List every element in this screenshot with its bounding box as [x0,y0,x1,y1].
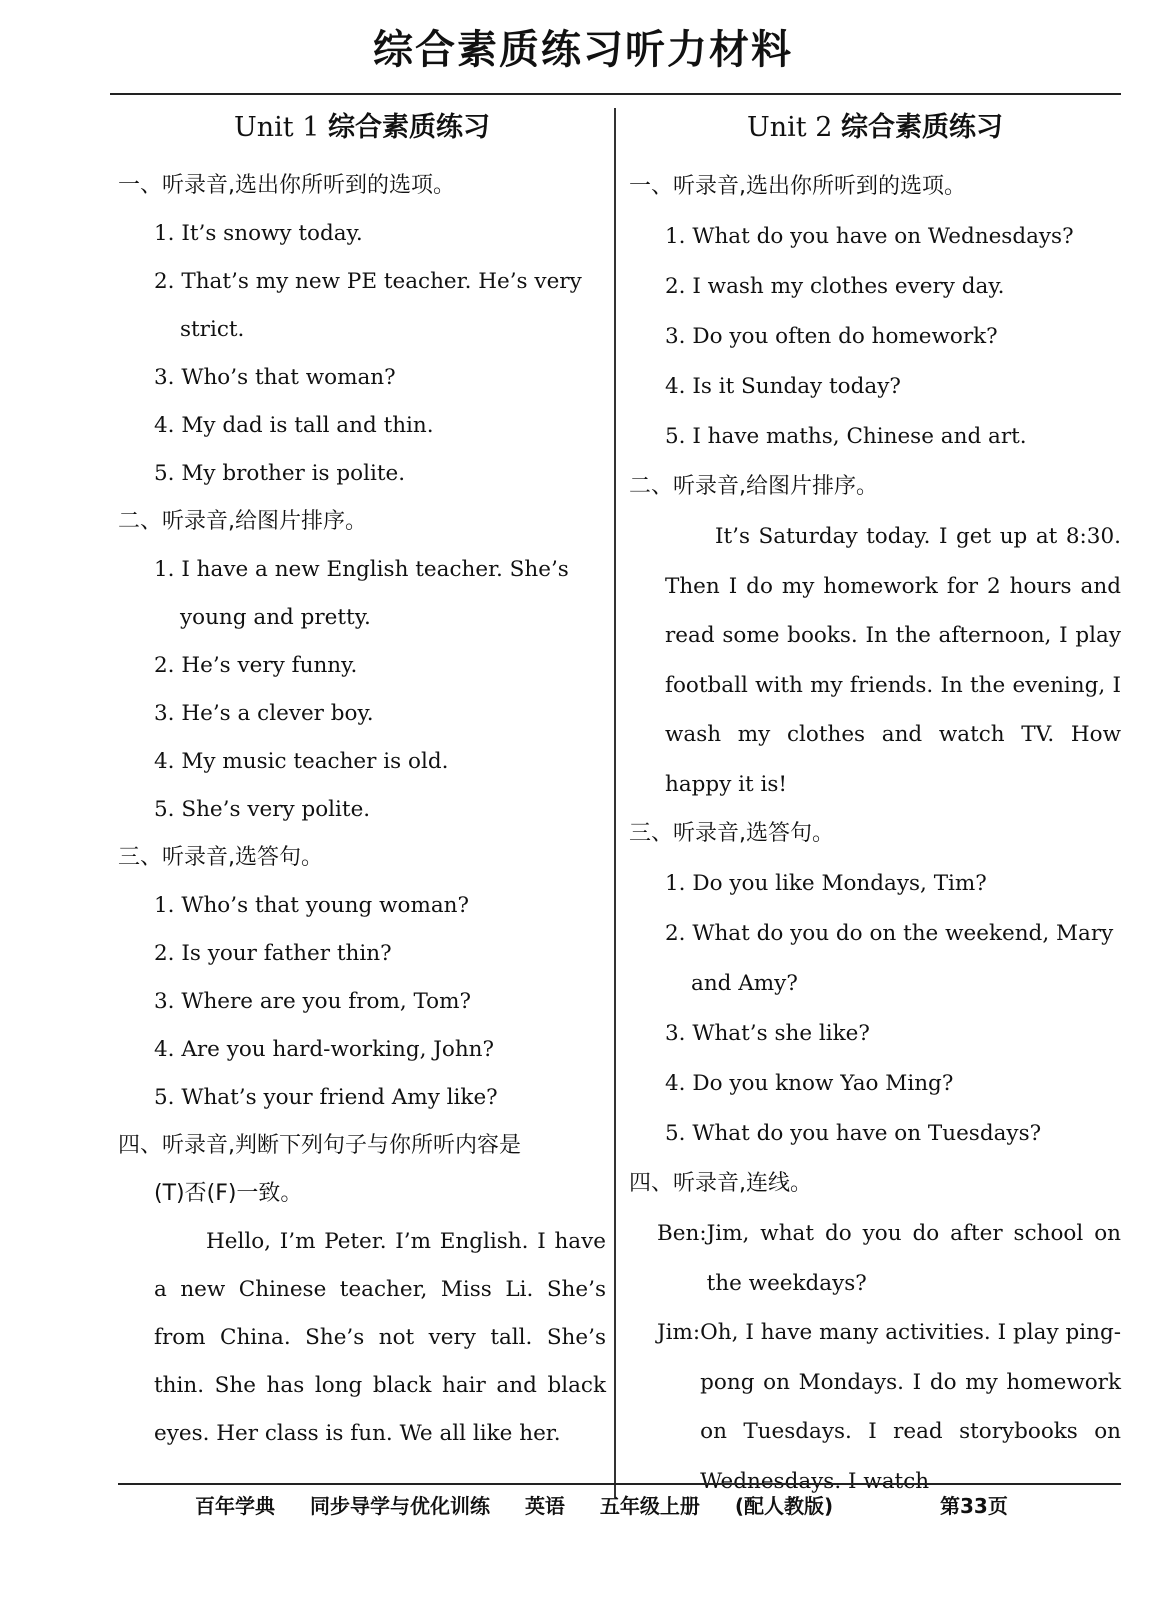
dialog-line [629,1308,1121,1506]
list-item: 3. Where are you from, Tom? [154,989,472,1014]
unit1-title [118,110,606,146]
footer-edition: (配人教版) [734,1494,834,1518]
list-item: 3. What’s she like? [665,1021,870,1046]
dialog-speaker: Ben: [657,1221,707,1246]
list-item: 3. Do you often do homework? [665,324,998,349]
list-item: 4. Do you know Yao Ming? [665,1071,954,1096]
list-item-continuation: young and pretty. [180,605,371,630]
list-item: 1. What do you have on Wednesdays? [665,224,1074,249]
list-item: 4. Are you hard-working, John? [154,1037,495,1062]
list-item-continuation: and Amy? [691,971,798,996]
list-item: 3. He’s a clever boy. [154,701,374,726]
footer-rule [118,1483,1121,1485]
footer [195,1490,855,1519]
listening-paragraph: It’s Saturday today. I get up at 8:30. Then I do my homework for 2 hours and read some books. In the afternoon, I play football with my friends. In the evening, I wash my clothes and watch TV. How happy it is! [665,524,1121,797]
list-item: 4. My music teacher is old. [154,749,449,774]
unit2-section1-heading: 一、听录音,选出你所听到的选项。 [629,174,966,199]
list-item: 5. My brother is polite. [154,461,406,486]
footer-book: 百年学典 [195,1494,275,1518]
list-item [118,546,606,642]
unit1-section1-heading: 一、听录音,选出你所听到的选项。 [118,173,455,198]
list-item: 3. Who’s that woman? [154,365,396,390]
list-item: 5. I have maths, Chinese and art. [665,424,1027,449]
left-column [118,110,606,1458]
unit1-title-cn: 综合素质练习 [327,112,490,143]
listening-paragraph: Hello, I’m Peter. I’m English. I have a new Chinese teacher, Miss Li. She’s from China. She’s not very tall. She’s thin. She has long black hair and black eyes. Her class is fun. We all like her. [154,1229,606,1446]
unit2-title-cn: 综合素质练习 [840,112,1003,143]
dialog-line [629,1209,1121,1308]
list-item: 2. I wash my clothes every day. [665,274,1005,299]
list-item: 1. Who’s that young woman? [154,893,470,918]
list-item [629,909,1121,1009]
list-item: 5. What do you have on Tuesdays? [665,1121,1042,1146]
unit2-section4-heading: 四、听录音,连线。 [629,1171,812,1196]
footer-series: 同步导学与优化训练 [309,1494,490,1518]
dialog-speaker: Jim: [657,1320,701,1345]
list-item [118,258,606,354]
header-rule [110,93,1121,95]
unit1-section4-heading [118,1122,606,1218]
page-number: 第33页 [940,1494,1008,1518]
unit1-title-en: Unit 1 [234,112,320,143]
unit1-section2-heading: 二、听录音,给图片排序。 [118,509,367,534]
list-item: 4. Is it Sunday today? [665,374,901,399]
list-item: 5. What’s your friend Amy like? [154,1085,498,1110]
list-item-text: 2. What do you do on the weekend, Mary [665,921,1114,946]
page-title: 综合素质练习听力材料 [373,27,793,73]
unit2-section2-heading: 二、听录音,给图片排序。 [629,474,878,499]
list-item: 5. She’s very polite. [154,797,371,822]
list-item-text: 2. That’s my new PE teacher. He’s very [154,269,582,294]
list-item: 1. Do you like Mondays, Tim? [665,871,987,896]
dialog-text: Jim, what do you do after school on the weekdays? [706,1221,1121,1296]
footer-grade: 五年级上册 [599,1494,700,1518]
unit2-section3-heading: 三、听录音,选答句。 [629,821,834,846]
list-item-text: 1. I have a new English teacher. She’s [154,557,569,582]
list-item: 2. He’s very funny. [154,653,358,678]
unit2-title-en: Unit 2 [747,112,833,143]
list-item: 1. It’s snowy today. [154,221,363,246]
dialog-text: Oh, I have many activities. I play ping-pong on Mondays. I do my homework on Tuesdays. I read storybooks on Wednesdays. I watch [700,1320,1121,1494]
unit1-section3-heading: 三、听录音,选答句。 [118,845,323,870]
list-item: 4. My dad is tall and thin. [154,413,434,438]
footer-subject: 英语 [524,1494,565,1518]
unit2-title [629,110,1121,146]
section-heading-line: (T)否(F)一致。 [154,1181,303,1206]
section-heading-line: 四、听录音,判断下列句子与你所听内容是 [118,1133,521,1158]
list-item: 2. Is your father thin? [154,941,392,966]
list-item-continuation: strict. [180,317,245,342]
right-column [629,110,1121,1506]
column-divider [614,108,616,1498]
